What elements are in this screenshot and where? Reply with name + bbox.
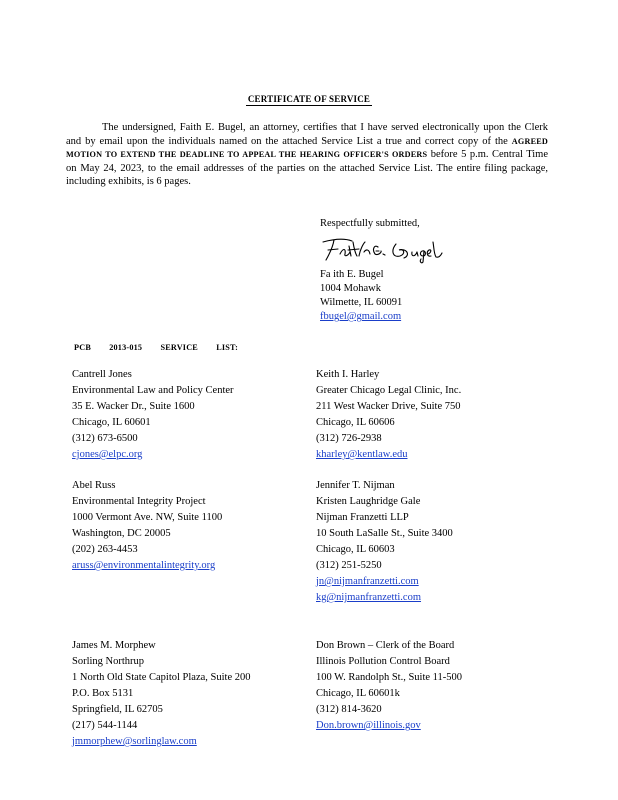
contact-line: 1 North Old State Capitol Plaza, Suite 200 xyxy=(72,672,251,683)
contact-email-link[interactable]: jmmorphew@sorlinglaw.com xyxy=(72,736,197,747)
contact-line: Chicago, IL 60603 xyxy=(316,544,395,555)
contact-line: P.O. Box 5131 xyxy=(72,688,134,699)
contact-line: James M. Morphew xyxy=(72,640,156,651)
contact-line: Don Brown – Clerk of the Board xyxy=(316,640,455,651)
service-list-title: PCB 2013-015 SERVICE LIST: xyxy=(74,343,238,352)
contact-line: Chicago, IL 60601 xyxy=(72,417,151,428)
contact-card xyxy=(316,367,461,463)
certification-text-part1: The undersigned, Faith E. Bugel, an attorney, certifies that I have served electronically upon the Clerk and by email upon the individuals named on the attached Service List a true and correct copy of the xyxy=(66,122,548,147)
contact-line: Washington, DC 20005 xyxy=(72,528,171,539)
contact-line: (312) 814-3620 xyxy=(316,704,382,715)
contact-line: Springfield, IL 62705 xyxy=(72,704,163,715)
contact-line: Chicago, IL 60606 xyxy=(316,417,395,428)
certificate-title: CERTIFICATE OF SERVICE xyxy=(247,94,371,104)
contact-card xyxy=(72,367,234,463)
contact-line: Environmental Law and Policy Center xyxy=(72,385,234,396)
contact-line: Cantrell Jones xyxy=(72,369,132,380)
certification-text-part2: before 5 p.m. Central Time on May 24, 2023, to the email addresses of the parties on the attached Service List. The entire filing package, including exhibits, is 6 pages. xyxy=(66,149,548,188)
contact-line: (312) 673-6500 xyxy=(72,433,138,444)
contact-line: Abel Russ xyxy=(72,480,116,491)
handwritten-signature xyxy=(320,234,445,264)
contact-line: Environmental Integrity Project xyxy=(72,496,206,507)
contact-line: 1000 Vermont Ave. NW, Suite 1100 xyxy=(72,512,223,523)
contact-line: Jennifer T. Nijman xyxy=(316,480,395,491)
attorney-city: Wilmette, IL 60091 xyxy=(320,297,403,308)
contact-email-link[interactable]: jn@nijmanfranzetti.com xyxy=(316,576,419,587)
contact-line: Greater Chicago Legal Clinic, Inc. xyxy=(316,385,462,396)
contact-line: 10 South LaSalle St., Suite 3400 xyxy=(316,528,453,539)
contact-line: Illinois Pollution Control Board xyxy=(316,656,450,667)
contact-line: (217) 544-1144 xyxy=(72,720,138,731)
contact-line: Kristen Laughridge Gale xyxy=(316,496,421,507)
contact-email-link[interactable]: Don.brown@illinois.gov xyxy=(316,720,421,731)
contact-line: 100 W. Randolph St., Suite 11-500 xyxy=(316,672,463,683)
contact-line: (312) 251-5250 xyxy=(316,560,382,571)
attorney-street: 1004 Mohawk xyxy=(320,283,381,294)
contact-card xyxy=(316,638,462,734)
contact-card xyxy=(72,478,222,574)
signature-block xyxy=(320,268,419,324)
certification-paragraph xyxy=(66,121,548,189)
signoff: Respectfully submitted, xyxy=(320,218,420,229)
contact-line: 35 E. Wacker Dr., Suite 1600 xyxy=(72,401,195,412)
contact-line: (202) 263-4453 xyxy=(72,544,138,555)
contact-email-link[interactable]: cjones@elpc.org xyxy=(72,449,143,460)
contact-card xyxy=(316,478,453,606)
contact-email-link[interactable]: kharley@kentlaw.edu xyxy=(316,449,408,460)
contact-line: Chicago, IL 60601k xyxy=(316,688,400,699)
contact-email-link[interactable]: aruss@environmentalintegrity.org xyxy=(72,560,216,571)
attorney-email-link[interactable]: fbugel@gmail.com xyxy=(320,311,402,322)
contact-line: Nijman Franzetti LLP xyxy=(316,512,409,523)
document-title: AGREED MOTION TO EXTEND THE DEADLINE TO APPEAL THE HEARING OFFICER'S ORDERS xyxy=(66,136,549,160)
contact-line: Sorling Northrup xyxy=(72,656,145,667)
contact-line: Keith I. Harley xyxy=(316,369,380,380)
contact-email-link[interactable]: kg@nijmanfranzetti.com xyxy=(316,592,422,603)
contact-line: 211 West Wacker Drive, Suite 750 xyxy=(316,401,461,412)
contact-line: (312) 726-2938 xyxy=(316,433,382,444)
contact-card xyxy=(72,638,250,750)
attorney-name: Fa ith E. Bugel xyxy=(320,269,384,280)
